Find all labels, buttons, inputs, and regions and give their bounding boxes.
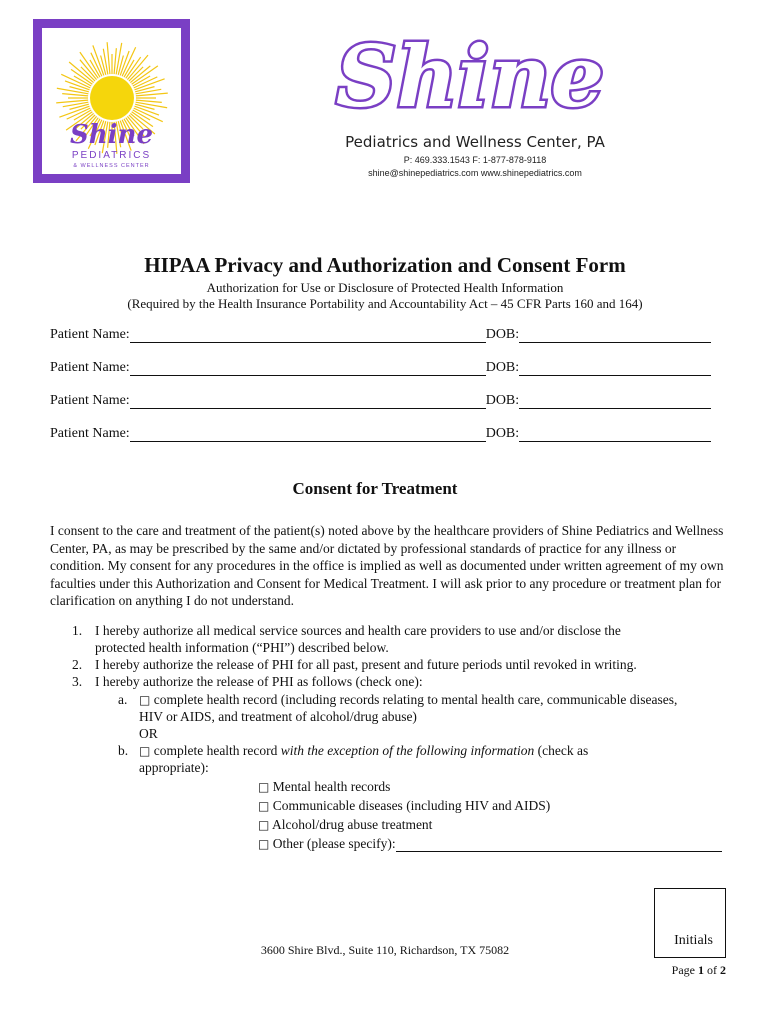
logo — [33, 19, 190, 183]
item-number: 1. — [72, 623, 83, 638]
option-b-emphasis: with the exception of the following information — [280, 743, 535, 758]
clinic-name: Pediatrics and Wellness Center, PA — [345, 133, 605, 151]
or-label: OR — [139, 726, 158, 741]
patient-name-field[interactable] — [130, 427, 486, 442]
sub-option-label: Communicable diseases (including HIV and AIDS) — [272, 798, 551, 813]
item-number: 2. — [72, 657, 83, 672]
sun-ray — [114, 48, 116, 74]
checkbox-icon[interactable]: □ — [258, 799, 270, 813]
option-b-text: complete health record — [153, 743, 281, 758]
checkbox-icon[interactable]: □ — [258, 780, 270, 794]
dob-label: DOB: — [485, 360, 520, 375]
dob-label: DOB: — [485, 327, 520, 342]
sun-ray — [136, 100, 162, 102]
page-number — [600, 963, 726, 978]
option-b — [139, 743, 588, 759]
clinic-contact: shine@shinepediatrics.com www.shinepediatrics.com — [368, 168, 582, 178]
option-b-tail: (check as — [534, 743, 589, 758]
sun-ray — [57, 88, 89, 94]
sub-option — [258, 779, 390, 795]
checkbox-icon[interactable]: □ — [258, 837, 270, 851]
logo-panel — [42, 28, 181, 174]
clinic-phone: P: 469.333.1543 F: 1-877-878-9118 — [403, 155, 547, 165]
brand-wordmark — [330, 28, 610, 128]
item-3-text: I hereby authorize the release of PHI as follows (check one): — [95, 674, 423, 689]
dob-field[interactable] — [519, 427, 711, 442]
sub-option — [258, 798, 550, 814]
initials-label: Initials — [674, 933, 713, 948]
item-1-text: I hereby authorize all medical service sources and health care providers to use and/or disclose the — [95, 623, 621, 638]
dob-field[interactable] — [519, 361, 711, 376]
footer-address: 3600 Shire Blvd., Suite 110, Richardson, TX 75082 — [260, 943, 510, 957]
form-regulation-note: (Required by the Health Insurance Portability and Accountability Act – 45 CFR Parts 160 and 164) — [127, 296, 643, 311]
patient-row — [50, 426, 711, 442]
patient-name-field[interactable] — [130, 361, 486, 376]
item-1-text-cont: protected health information (“PHI”) described below. — [95, 640, 389, 655]
item-2-text: I hereby authorize the release of PHI for all past, present and future periods until revoked in writing. — [95, 657, 637, 672]
logo-subtitle: PEDIATRICS — [71, 150, 152, 161]
page-prefix: Page — [671, 963, 698, 977]
sun-ray — [136, 102, 168, 108]
patient-name-label: Patient Name: — [50, 426, 130, 441]
sun-ray — [63, 102, 89, 107]
consent-paragraph: I consent to the care and treatment of the patient(s) noted above by the healthcare providers of Shine Pediatrics and Wellness Center, PA, as may be prescribed by the same and/or dictated by professional standards of practice for any illness or condition. My consent for any procedures in the office is implied as well as documented under written agreement of my own faculties under this Authorization and Consent for Medical Treatment. I will ask prior to any procedure or treatment plan for clarification on anything I do not understand. — [50, 523, 724, 608]
logo-wordmark: Shine — [69, 120, 153, 150]
patient-row — [50, 327, 711, 343]
patient-name-label: Patient Name: — [50, 327, 130, 342]
option-a-text: complete health record (including records relating to mental health care, communicable diseases, — [153, 692, 678, 707]
page-total: 2 — [720, 963, 726, 977]
sub-option-label: Other (please specify): — [272, 836, 396, 851]
option-b-text-cont: appropriate): — [139, 760, 209, 775]
page-current: 1 — [698, 963, 704, 977]
patient-name-field[interactable] — [130, 328, 486, 343]
form-title: HIPAA Privacy and Authorization and Consent Form — [144, 253, 626, 277]
sub-option-label: Mental health records — [272, 779, 391, 794]
dob-label: DOB: — [485, 426, 520, 441]
patient-name-label: Patient Name: — [50, 360, 130, 375]
option-a — [139, 692, 677, 708]
sun-ray — [116, 43, 122, 75]
sun-ray — [62, 94, 88, 96]
dob-field[interactable] — [519, 328, 711, 343]
section-heading: Consent for Treatment — [292, 479, 458, 498]
brand-word: Shine — [335, 28, 605, 126]
form-subtitle: Authorization for Use or Disclosure of Protected Health Information — [206, 280, 564, 295]
patient-row — [50, 393, 711, 409]
sun-ray — [103, 49, 108, 75]
sub-option — [258, 836, 722, 852]
sun-ray — [136, 89, 162, 94]
checkbox-icon[interactable]: □ — [139, 744, 151, 758]
page-of: of — [704, 963, 720, 977]
dob-label: DOB: — [485, 393, 520, 408]
option-a-label: a. — [118, 692, 128, 707]
patient-name-field[interactable] — [130, 394, 486, 409]
sub-option — [258, 817, 432, 833]
checkbox-icon[interactable]: □ — [258, 818, 270, 832]
logo-tagline: & WELLNESS CENTER — [73, 163, 150, 169]
patient-row — [50, 360, 711, 376]
checkbox-icon[interactable]: □ — [139, 693, 151, 707]
sub-option-label: Alcohol/drug abuse treatment — [271, 817, 433, 832]
dob-field[interactable] — [519, 394, 711, 409]
other-specify-field[interactable] — [396, 837, 722, 852]
option-b-label: b. — [118, 743, 129, 758]
item-number: 3. — [72, 674, 83, 689]
option-a-text-cont: HIV or AIDS, and treatment of alcohol/drug abuse) — [139, 709, 417, 724]
patient-name-label: Patient Name: — [50, 393, 130, 408]
